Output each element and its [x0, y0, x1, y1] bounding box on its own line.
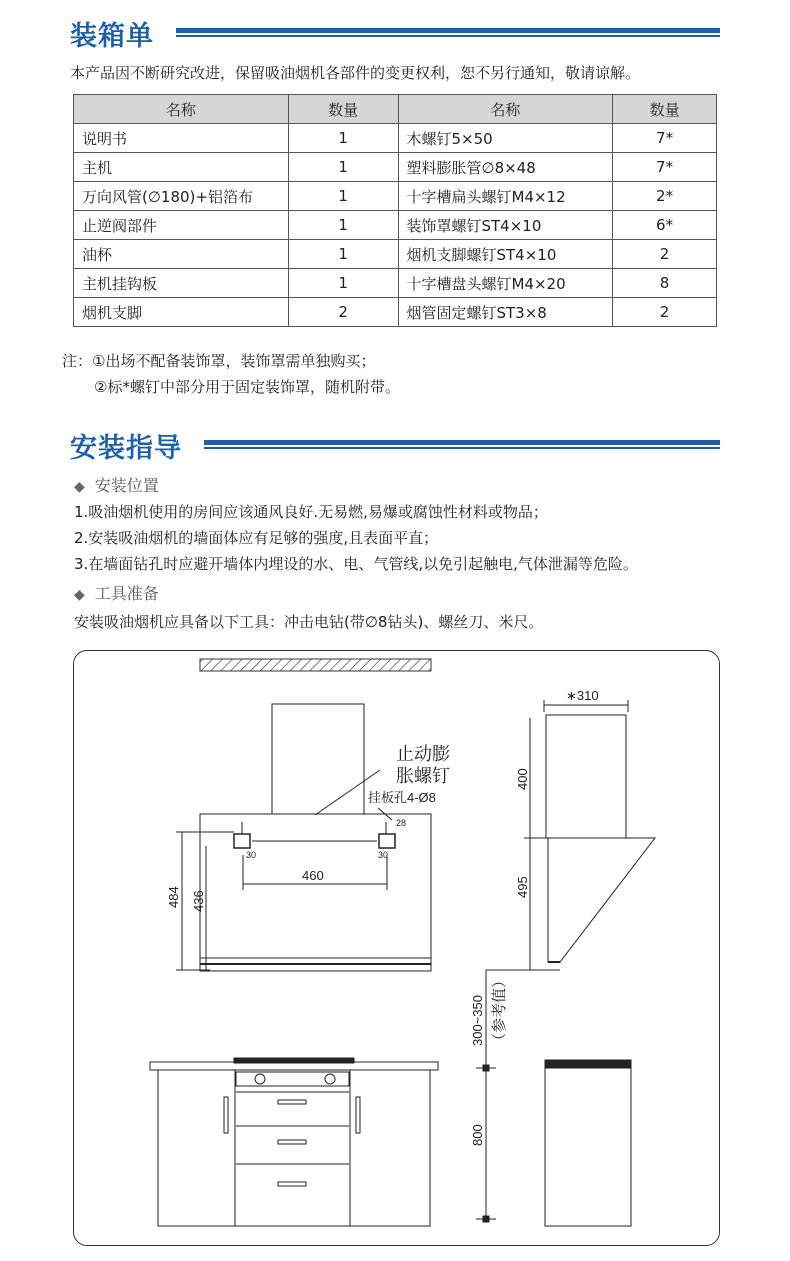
dim-reference: （参考值）: [491, 972, 508, 1048]
part-qty-cell: 2*: [613, 182, 717, 211]
part-name-cell: 木螺钉5×50: [398, 124, 613, 153]
dim-310: ∗310: [566, 688, 599, 703]
dim-400: 400: [515, 768, 530, 790]
bracket-left: [234, 834, 250, 848]
part-qty-cell: 7*: [613, 124, 717, 153]
part-name-cell: 装饰罩螺钉ST4×10: [398, 211, 613, 240]
part-name-cell: 主机挂钩板: [74, 269, 289, 298]
position-item-3: 3.在墙面钻孔时应避开墙体内埋设的水、电、气管线,以免引起触电,气体泄漏等危险。: [74, 555, 638, 573]
part-name-cell: 塑料膨胀管∅8×48: [398, 153, 613, 182]
part-qty-cell: 1: [288, 211, 398, 240]
install-title: 安装指导: [70, 433, 182, 464]
diamond-icon: ◆: [74, 587, 85, 603]
part-name-cell: 止逆阀部件: [74, 211, 289, 240]
position-item-2: 2.安装吸油烟机的墙面体应有足够的强度,且表面平直；: [74, 529, 439, 547]
header-name-1: 名称: [74, 95, 289, 124]
dim-30-left: 30: [246, 850, 257, 860]
chimney-cover: [272, 704, 364, 814]
part-name-cell: 说明书: [74, 124, 289, 153]
side-chimney: [546, 715, 626, 838]
side-hood: [548, 838, 655, 962]
part-name-cell: 万向风管(∅180)+铝箔布: [74, 182, 289, 211]
diamond-icon: ◆: [74, 479, 85, 495]
part-qty-cell: 1: [288, 124, 398, 153]
label-anchor-line2: 胀螺钉: [396, 766, 450, 786]
cabinet-body: [158, 1070, 430, 1226]
dim-300-350: 300~350: [470, 995, 485, 1046]
part-qty-cell: 2: [288, 298, 398, 327]
packing-title: 装箱单: [70, 21, 154, 52]
part-name-cell: 十字槽扁头螺钉M4×12: [398, 182, 613, 211]
part-qty-cell: 1: [288, 240, 398, 269]
dim-800: 800: [470, 1124, 485, 1146]
tools-heading: ◆ 工具准备: [74, 584, 159, 603]
tools-text: 安装吸油烟机应具备以下工具：冲击电钻(带∅8钻头)、螺丝刀、米尺。: [74, 613, 544, 631]
dim-28: 28: [396, 818, 407, 828]
dim-436: 436: [191, 890, 206, 912]
bracket-right: [379, 834, 395, 848]
note-1: 注：①出场不配备装饰罩，装饰罩需单独购买；: [62, 352, 376, 370]
header-qty-2: 数量: [613, 95, 717, 124]
dim-484: 484: [166, 886, 181, 908]
part-name-cell: 十字槽盘头螺钉M4×20: [398, 269, 613, 298]
cooktop: [234, 1058, 354, 1063]
dim-495: 495: [515, 876, 530, 898]
part-qty-cell: 2: [613, 240, 717, 269]
part-qty-cell: 1: [288, 153, 398, 182]
ceiling-hatch: [200, 659, 431, 671]
label-hole: 挂板孔4-Ø8: [368, 790, 436, 805]
part-qty-cell: 1: [288, 269, 398, 298]
position-item-1: 1.吸油烟机使用的房间应该通风良好.无易燃,易爆或腐蚀性材料或物品；: [74, 503, 548, 521]
part-name-cell: 油杯: [74, 240, 289, 269]
header-qty-1: 数量: [288, 95, 398, 124]
position-heading: ◆ 安装位置: [74, 476, 159, 495]
dim-460: 460: [302, 868, 324, 883]
note-2: ②标*螺钉中部分用于固定装饰罩，随机附带。: [94, 378, 400, 396]
part-name-cell: 烟管固定螺钉ST3×8: [398, 298, 613, 327]
part-qty-cell: 6*: [613, 211, 717, 240]
side-cabinet: [545, 1068, 631, 1226]
part-name-cell: 主机: [74, 153, 289, 182]
part-name-cell: 烟机支脚螺钉ST4×10: [398, 240, 613, 269]
part-qty-cell: 7*: [613, 153, 717, 182]
part-qty-cell: 2: [613, 298, 717, 327]
packing-notice: 本产品因不断研究改进，保留吸油烟机各部件的变更权利，恕不另行通知，敬请谅解。: [70, 64, 641, 82]
part-name-cell: 烟机支脚: [74, 298, 289, 327]
dim-30-right: 30: [378, 850, 389, 860]
label-anchor-line1: 止动膨: [396, 744, 450, 764]
part-qty-cell: 8: [613, 269, 717, 298]
part-qty-cell: 1: [288, 182, 398, 211]
header-name-2: 名称: [398, 95, 613, 124]
